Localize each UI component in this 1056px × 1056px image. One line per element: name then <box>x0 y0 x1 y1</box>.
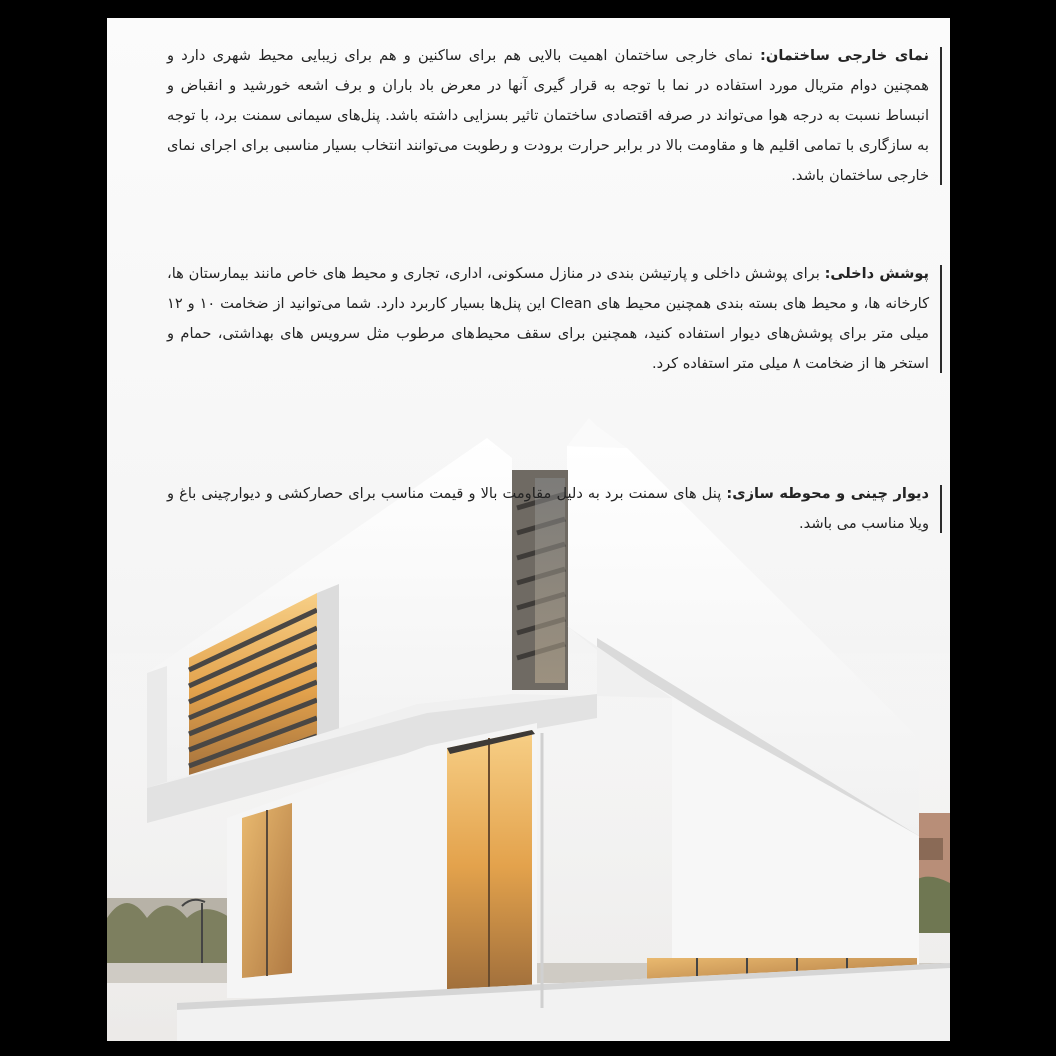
section-divider-bar <box>940 265 942 373</box>
document-page <box>107 18 950 1041</box>
section-divider-bar <box>940 485 942 533</box>
section-fencing-landscaping <box>167 479 929 539</box>
section-body: پنل های سمنت برد به دلیل مقاومت بالا و قیمت مناسب برای حصارکشی و دیوارچینی باغ و ویلا مناسب می باشد. <box>167 485 929 532</box>
section-divider-bar <box>940 47 942 185</box>
section-body: نمای خارجی ساختمان اهمیت بالایی هم برای ساکنین و هم برای زیبایی محیط شهری دارد و همچنین دوام متریال مورد استفاده در نما با توجه به قرار گیری آنها در معرض باد باران و برف اشعه خورشید و انقباض و انبساط نسبت به درجه هوا می‌تواند در صرفه اقتصادی ساختمان تاثیر بسزایی داشته باشد. پنل‌های سیمانی سمنت برد، با توجه به سازگاری با تمامی اقلیم ها و مقاومت بالا در برابر حرارت برودت و رطوبت می‌توانند انتخاب بسیار مناسبی برای اجرای نمای خارجی ساختمان باشد. <box>167 47 929 184</box>
section-title: پوشش داخلی: <box>824 265 930 282</box>
section-exterior-facade <box>167 41 929 191</box>
section-interior-covering <box>167 259 929 379</box>
section-body: برای پوشش داخلی و پارتیشن بندی در منازل مسکونی، اداری، تجاری و محیط های خاص مانند بیمارستان ها، کارخانه ها، و محیط های بسته بندی همچنین محیط های Clean این پنل‌ها بسیار کاربرد دارد. شما می‌توانید از ضخامت ۱۰ و ۱۲ میلی متر برای پوشش‌های دیوار استفاده کنید، همچنین برای سقف محیط‌های مرطوب مثل سرویس های بهداشتی، حمام و استخر ها از ضخامت ۸ میلی متر استفاده کرد. <box>167 265 930 372</box>
section-title: دیوار چینی و محوطه سازی: <box>726 485 930 502</box>
section-title: نمای خارجی ساختمان: <box>760 47 930 64</box>
